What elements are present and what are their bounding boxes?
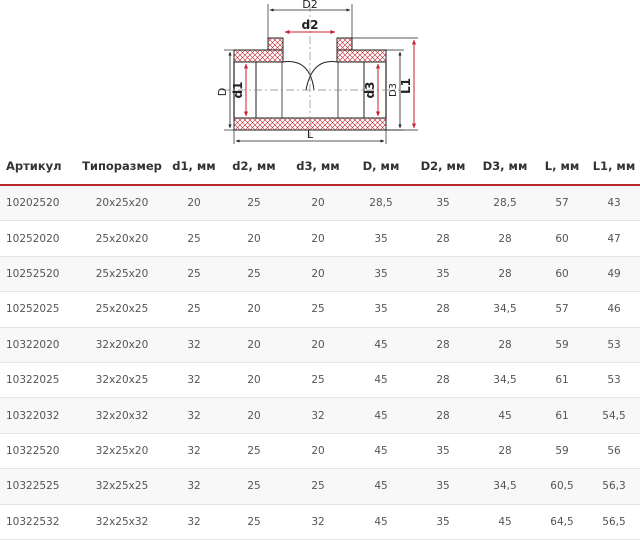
- dimension-cell: 45: [350, 433, 412, 468]
- dimension-cell: 47: [588, 221, 640, 256]
- dimension-cell: 32: [166, 362, 222, 397]
- dimension-cell: 25: [286, 469, 350, 504]
- dimension-cell: 59: [536, 433, 588, 468]
- article-cell: 10202520: [0, 185, 78, 221]
- dimension-cell: 34,5: [474, 292, 536, 327]
- article-cell: 10322520: [0, 433, 78, 468]
- table-row: [0, 221, 640, 256]
- dimension-cell: 45: [474, 398, 536, 433]
- size-cell: 32x25x20: [78, 433, 166, 468]
- table-row: [0, 256, 640, 291]
- column-header: Типоразмер: [78, 148, 166, 185]
- header-row: [0, 148, 640, 185]
- dimension-cell: 35: [350, 256, 412, 291]
- dimension-cell: 61: [536, 398, 588, 433]
- dimension-cell: 57: [536, 185, 588, 221]
- run-wall-top-left: [234, 50, 283, 62]
- dimension-cell: 25: [286, 362, 350, 397]
- column-header: d2, мм: [222, 148, 286, 185]
- column-header: D3, мм: [474, 148, 536, 185]
- column-header: D, мм: [350, 148, 412, 185]
- dimension-cell: 49: [588, 256, 640, 291]
- article-cell: 10322525: [0, 469, 78, 504]
- dimension-cell: 45: [350, 362, 412, 397]
- article-cell: 10252020: [0, 221, 78, 256]
- dim-D-label: D: [216, 87, 229, 97]
- dimension-cell: 35: [350, 221, 412, 256]
- dimension-cell: 20: [286, 185, 350, 221]
- dimension-cell: 28: [474, 221, 536, 256]
- dimension-cell: 56,3: [588, 469, 640, 504]
- dimension-cell: 59: [536, 327, 588, 362]
- dimension-cell: 32: [166, 469, 222, 504]
- run-wall-top-right: [337, 50, 386, 62]
- dimension-cell: 35: [412, 185, 474, 221]
- dimension-cell: 60,5: [536, 469, 588, 504]
- article-cell: 10322025: [0, 362, 78, 397]
- dimension-cell: 32: [286, 398, 350, 433]
- dimension-cell: 28: [412, 398, 474, 433]
- dimension-cell: 28: [412, 292, 474, 327]
- column-header: d1, мм: [166, 148, 222, 185]
- dimension-cell: 53: [588, 327, 640, 362]
- article-cell: 10322532: [0, 504, 78, 539]
- article-cell: 10252520: [0, 256, 78, 291]
- dimension-cell: 20: [286, 433, 350, 468]
- size-cell: 32x20x20: [78, 327, 166, 362]
- dimension-cell: 25: [222, 256, 286, 291]
- table-row: [0, 292, 640, 327]
- dimension-cell: 45: [474, 504, 536, 539]
- dimension-cell: 20: [286, 327, 350, 362]
- dimension-cell: 45: [350, 398, 412, 433]
- dimension-cell: 28: [474, 433, 536, 468]
- dimension-cell: 60: [536, 221, 588, 256]
- dimension-cell: 35: [412, 504, 474, 539]
- size-cell: 32x20x25: [78, 362, 166, 397]
- dim-D3-label: D3: [388, 82, 399, 98]
- dimension-cell: 32: [166, 398, 222, 433]
- dimension-cell: 34,5: [474, 469, 536, 504]
- dimension-cell: 20: [222, 362, 286, 397]
- dimension-cell: 34,5: [474, 362, 536, 397]
- dimension-cell: 20: [222, 221, 286, 256]
- size-cell: 20x25x20: [78, 185, 166, 221]
- dim-L-label: L: [306, 128, 314, 141]
- dimension-cell: 25: [166, 221, 222, 256]
- size-cell: 25x25x20: [78, 256, 166, 291]
- dimension-cell: 28: [412, 327, 474, 362]
- dimension-cell: 20: [286, 256, 350, 291]
- dimension-cell: 57: [536, 292, 588, 327]
- size-cell: 25x20x20: [78, 221, 166, 256]
- dimension-cell: 45: [350, 327, 412, 362]
- dimension-cell: 25: [166, 256, 222, 291]
- dim-D2-label: D2: [302, 0, 318, 11]
- dimension-cell: 25: [222, 469, 286, 504]
- dim-d2-label: d2: [301, 18, 319, 32]
- table-body: [0, 185, 640, 539]
- size-cell: 25x20x25: [78, 292, 166, 327]
- column-header: d3, мм: [286, 148, 350, 185]
- dimension-cell: 20: [222, 398, 286, 433]
- dimension-cell: 28: [412, 362, 474, 397]
- dimension-cell: 45: [350, 504, 412, 539]
- column-header: L, мм: [536, 148, 588, 185]
- size-cell: 32x20x32: [78, 398, 166, 433]
- dimension-cell: 25: [166, 292, 222, 327]
- dimension-cell: 25: [286, 292, 350, 327]
- column-header: D2, мм: [412, 148, 474, 185]
- dim-L1-label: L1: [399, 78, 413, 94]
- dimension-cell: 61: [536, 362, 588, 397]
- table-row: [0, 327, 640, 362]
- dimension-cell: 20: [222, 327, 286, 362]
- table-header: [0, 148, 640, 185]
- table-row: [0, 398, 640, 433]
- article-cell: 10252025: [0, 292, 78, 327]
- dimension-cell: 35: [350, 292, 412, 327]
- table-row: [0, 504, 640, 539]
- column-header: Артикул: [0, 148, 78, 185]
- dimensions-table: [0, 148, 640, 540]
- table-row: [0, 433, 640, 468]
- dimension-cell: 20: [222, 292, 286, 327]
- column-header: L1, мм: [588, 148, 640, 185]
- size-cell: 32x25x25: [78, 469, 166, 504]
- dimension-cell: 32: [166, 327, 222, 362]
- table-row: [0, 362, 640, 397]
- dimension-cell: 32: [166, 504, 222, 539]
- dimension-cell: 35: [412, 469, 474, 504]
- dimension-cell: 28,5: [350, 185, 412, 221]
- dimension-cell: 25: [222, 504, 286, 539]
- dim-d1-label: d1: [231, 81, 245, 99]
- dimension-cell: 53: [588, 362, 640, 397]
- dimension-cell: 25: [222, 185, 286, 221]
- dimension-cell: 35: [412, 256, 474, 291]
- dim-d3-label: d3: [363, 81, 377, 99]
- table-row: [0, 469, 640, 504]
- dimension-cell: 45: [350, 469, 412, 504]
- dimension-cell: 28,5: [474, 185, 536, 221]
- dimension-cell: 64,5: [536, 504, 588, 539]
- dimension-cell: 20: [166, 185, 222, 221]
- dimension-cell: 32: [286, 504, 350, 539]
- tee-technical-diagram: [0, 0, 640, 145]
- dimension-cell: 56: [588, 433, 640, 468]
- dimension-cell: 60: [536, 256, 588, 291]
- dimension-cell: 28: [412, 221, 474, 256]
- dimension-cell: 20: [286, 221, 350, 256]
- tee-fitting-drawing: [0, 0, 640, 145]
- article-cell: 10322032: [0, 398, 78, 433]
- table-row: [0, 185, 640, 221]
- dimension-cell: 46: [588, 292, 640, 327]
- dimension-cell: 54,5: [588, 398, 640, 433]
- dimension-cell: 28: [474, 256, 536, 291]
- dimension-cell: 32: [166, 433, 222, 468]
- article-cell: 10322020: [0, 327, 78, 362]
- size-cell: 32x25x32: [78, 504, 166, 539]
- dimension-cell: 56,5: [588, 504, 640, 539]
- dimension-cell: 28: [474, 327, 536, 362]
- dimension-cell: 43: [588, 185, 640, 221]
- dimension-cell: 35: [412, 433, 474, 468]
- dimension-cell: 25: [222, 433, 286, 468]
